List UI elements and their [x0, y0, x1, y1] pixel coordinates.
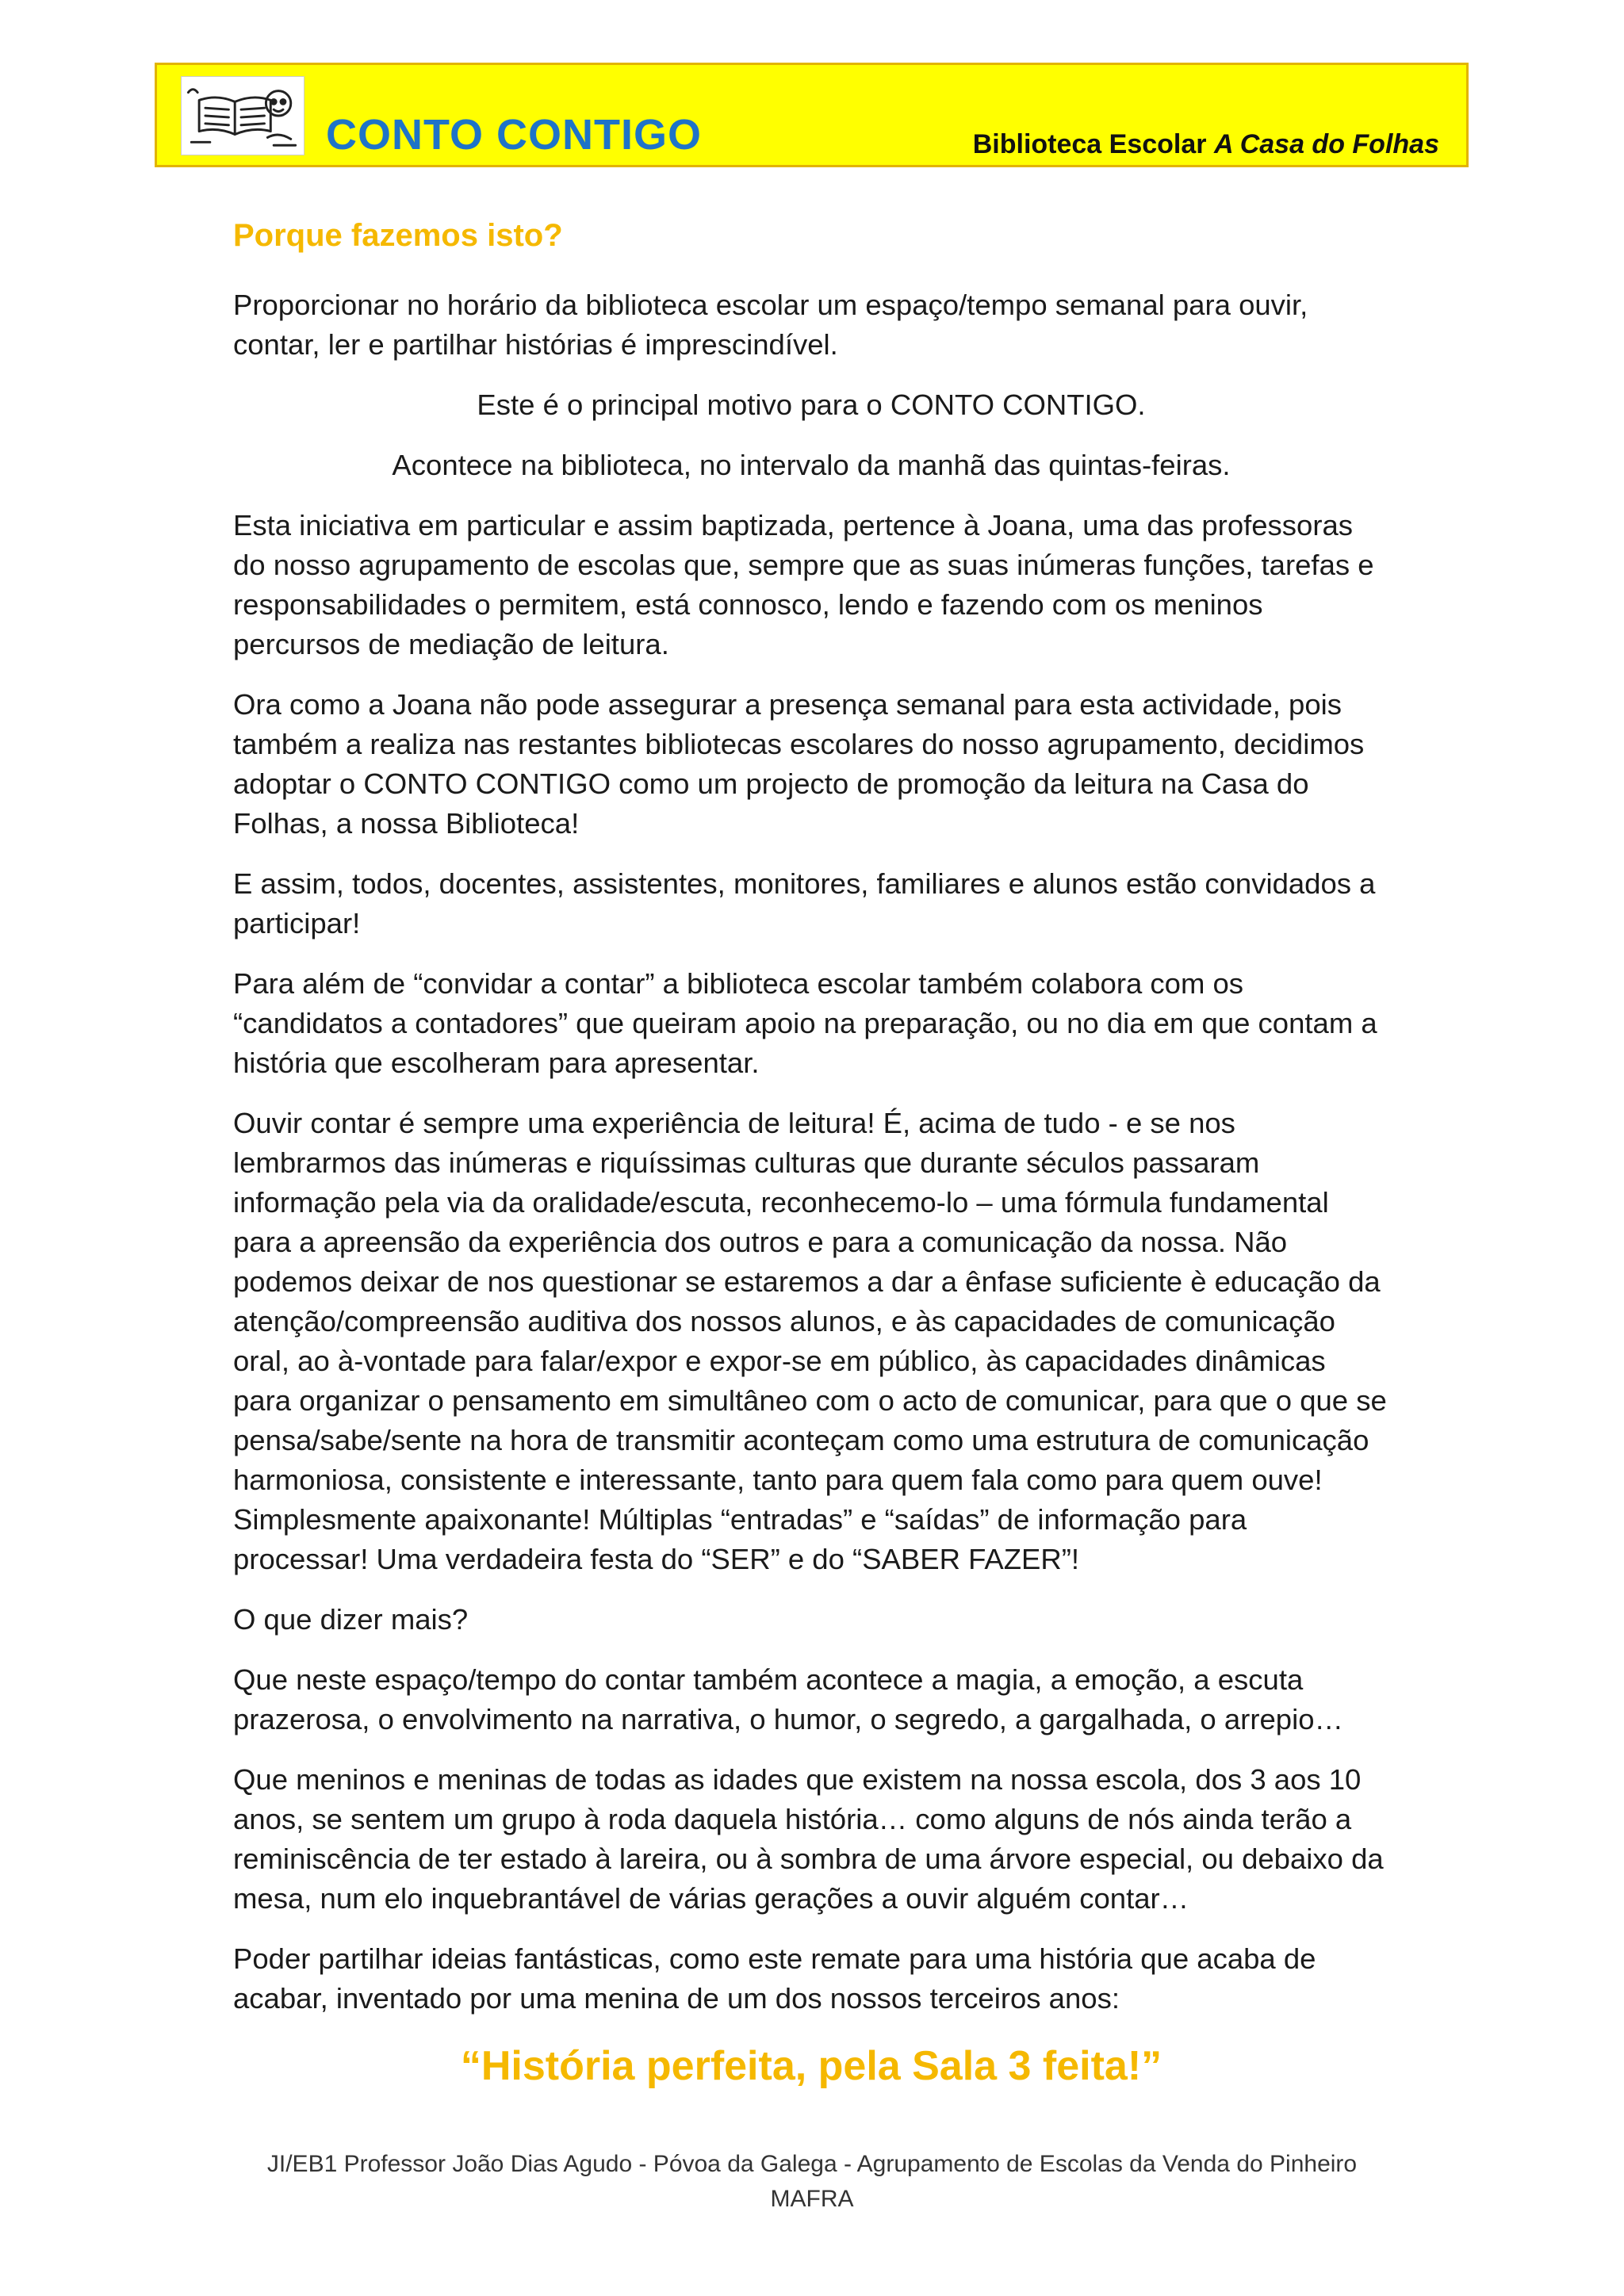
paragraph: Para além de “convidar a contar” a biblioteca escolar também colabora com os “candidatos a contadores” que queiram apoio na preparação, ou no dia em que contam a história que escolheram para apresentar.	[233, 967, 1377, 1079]
page-footer	[155, 2147, 1469, 2217]
library-italic-name: A Casa do Folhas	[1213, 129, 1439, 159]
paragraph: E assim, todos, docentes, assistentes, monitores, familiares e alunos estão convidados a participar!	[233, 867, 1376, 939]
paragraph: Poder partilhar ideias fantásticas, como este remate para uma história que acaba de acabar, inventado por uma menina de um dos nossos terceiros anos:	[233, 1942, 1316, 2015]
footer-school-line: JI/EB1 Professor João Dias Agudo - Póvoa da Galega - Agrupamento de Escolas da Venda do Pinheiro	[266, 2151, 1358, 2177]
article-body	[233, 216, 1389, 2090]
library-name	[973, 128, 1439, 160]
header-banner	[155, 63, 1469, 167]
paragraph: O que dizer mais?	[233, 1603, 469, 1636]
reading-book-character-icon	[181, 76, 304, 155]
paragraph-centered: Este é o principal motivo para o CONTO CONTIGO.	[477, 388, 1146, 421]
paragraph: Ouvir contar é sempre uma experiência de leitura! É, acima de tudo - e se nos lembrarmos das inúmeras e riquíssimas culturas que durante séculos passaram informação pela via da oralidade/escuta, reconhecemo-lo – uma fórmula fundamental para a apreensão da experiência dos outros e para a comunicação da nossa. Não podemos deixar de nos questionar se estaremos a dar a ênfase suficiente è educação da atenção/compreensão auditiva dos nossos alunos, e às capacidades de comunicação oral, ao à-vontade para falar/expor e expor-se em público, às capacidades dinâmicas para organizar o pensamento em simultâneo com o acto de comunicar, para que o que se pensa/sabe/sente na hora de transmitir aconteçam como uma estrutura de comunicação harmoniosa, consistente e interessante, tanto para quem fala como para quem ouve! Simplesmente apaixonante! Múltiplas “entradas” e “saídas” de informação para processar! Uma verdadeira festa do “SER” e do “SABER FAZER”!	[233, 1107, 1387, 1575]
paragraph: Ora como a Joana não pode assegurar a presença semanal para esta actividade, pois também a realiza nas restantes bibliotecas escolares do nosso agrupamento, decidimos adoptar o CONTO CONTIGO como um projecto de promoção da leitura na Casa do Folhas, a nossa Biblioteca!	[233, 688, 1365, 840]
paragraph: Que neste espaço/tempo do contar também acontece a magia, a emoção, a escuta prazerosa, o envolvimento na narrativa, o humor, o segredo, a gargalhada, o arrepio…	[233, 1663, 1343, 1735]
footer-town-line: MAFRA	[770, 2186, 854, 2212]
section-title: Porque fazemos isto?	[233, 218, 563, 253]
brand-title: CONTO CONTIGO	[326, 111, 703, 159]
paragraph: Que meninos e meninas de todas as idades que existem na nossa escola, dos 3 aos 10 anos, se sentem um grupo à roda daquela história… como alguns de nós ainda terão a reminiscência de ter estado à lareira, ou à sombra de uma árvore especial, ou debaixo da mesa, num elo inquebrantável de várias gerações a ouvir alguém contar…	[233, 1763, 1384, 1915]
paragraph-centered: Acontece na biblioteca, no intervalo da manhã das quintas-feiras.	[392, 449, 1231, 481]
highlight-quote: “História perfeita, pela Sala 3 feita!”	[460, 2043, 1162, 2089]
paragraph: Proporcionar no horário da biblioteca escolar um espaço/tempo semanal para ouvir, contar, ler e partilhar histórias é imprescindível.	[233, 289, 1308, 361]
paragraph: Esta iniciativa em particular e assim baptizada, pertence à Joana, uma das professoras do nosso agrupamento de escolas que, sempre que as suas inúmeras funções, tarefas e responsabilidades o permitem, está connosco, lendo e fazendo com os meninos percursos de mediação de leitura.	[233, 509, 1374, 660]
library-prefix: Biblioteca Escolar	[972, 129, 1214, 159]
